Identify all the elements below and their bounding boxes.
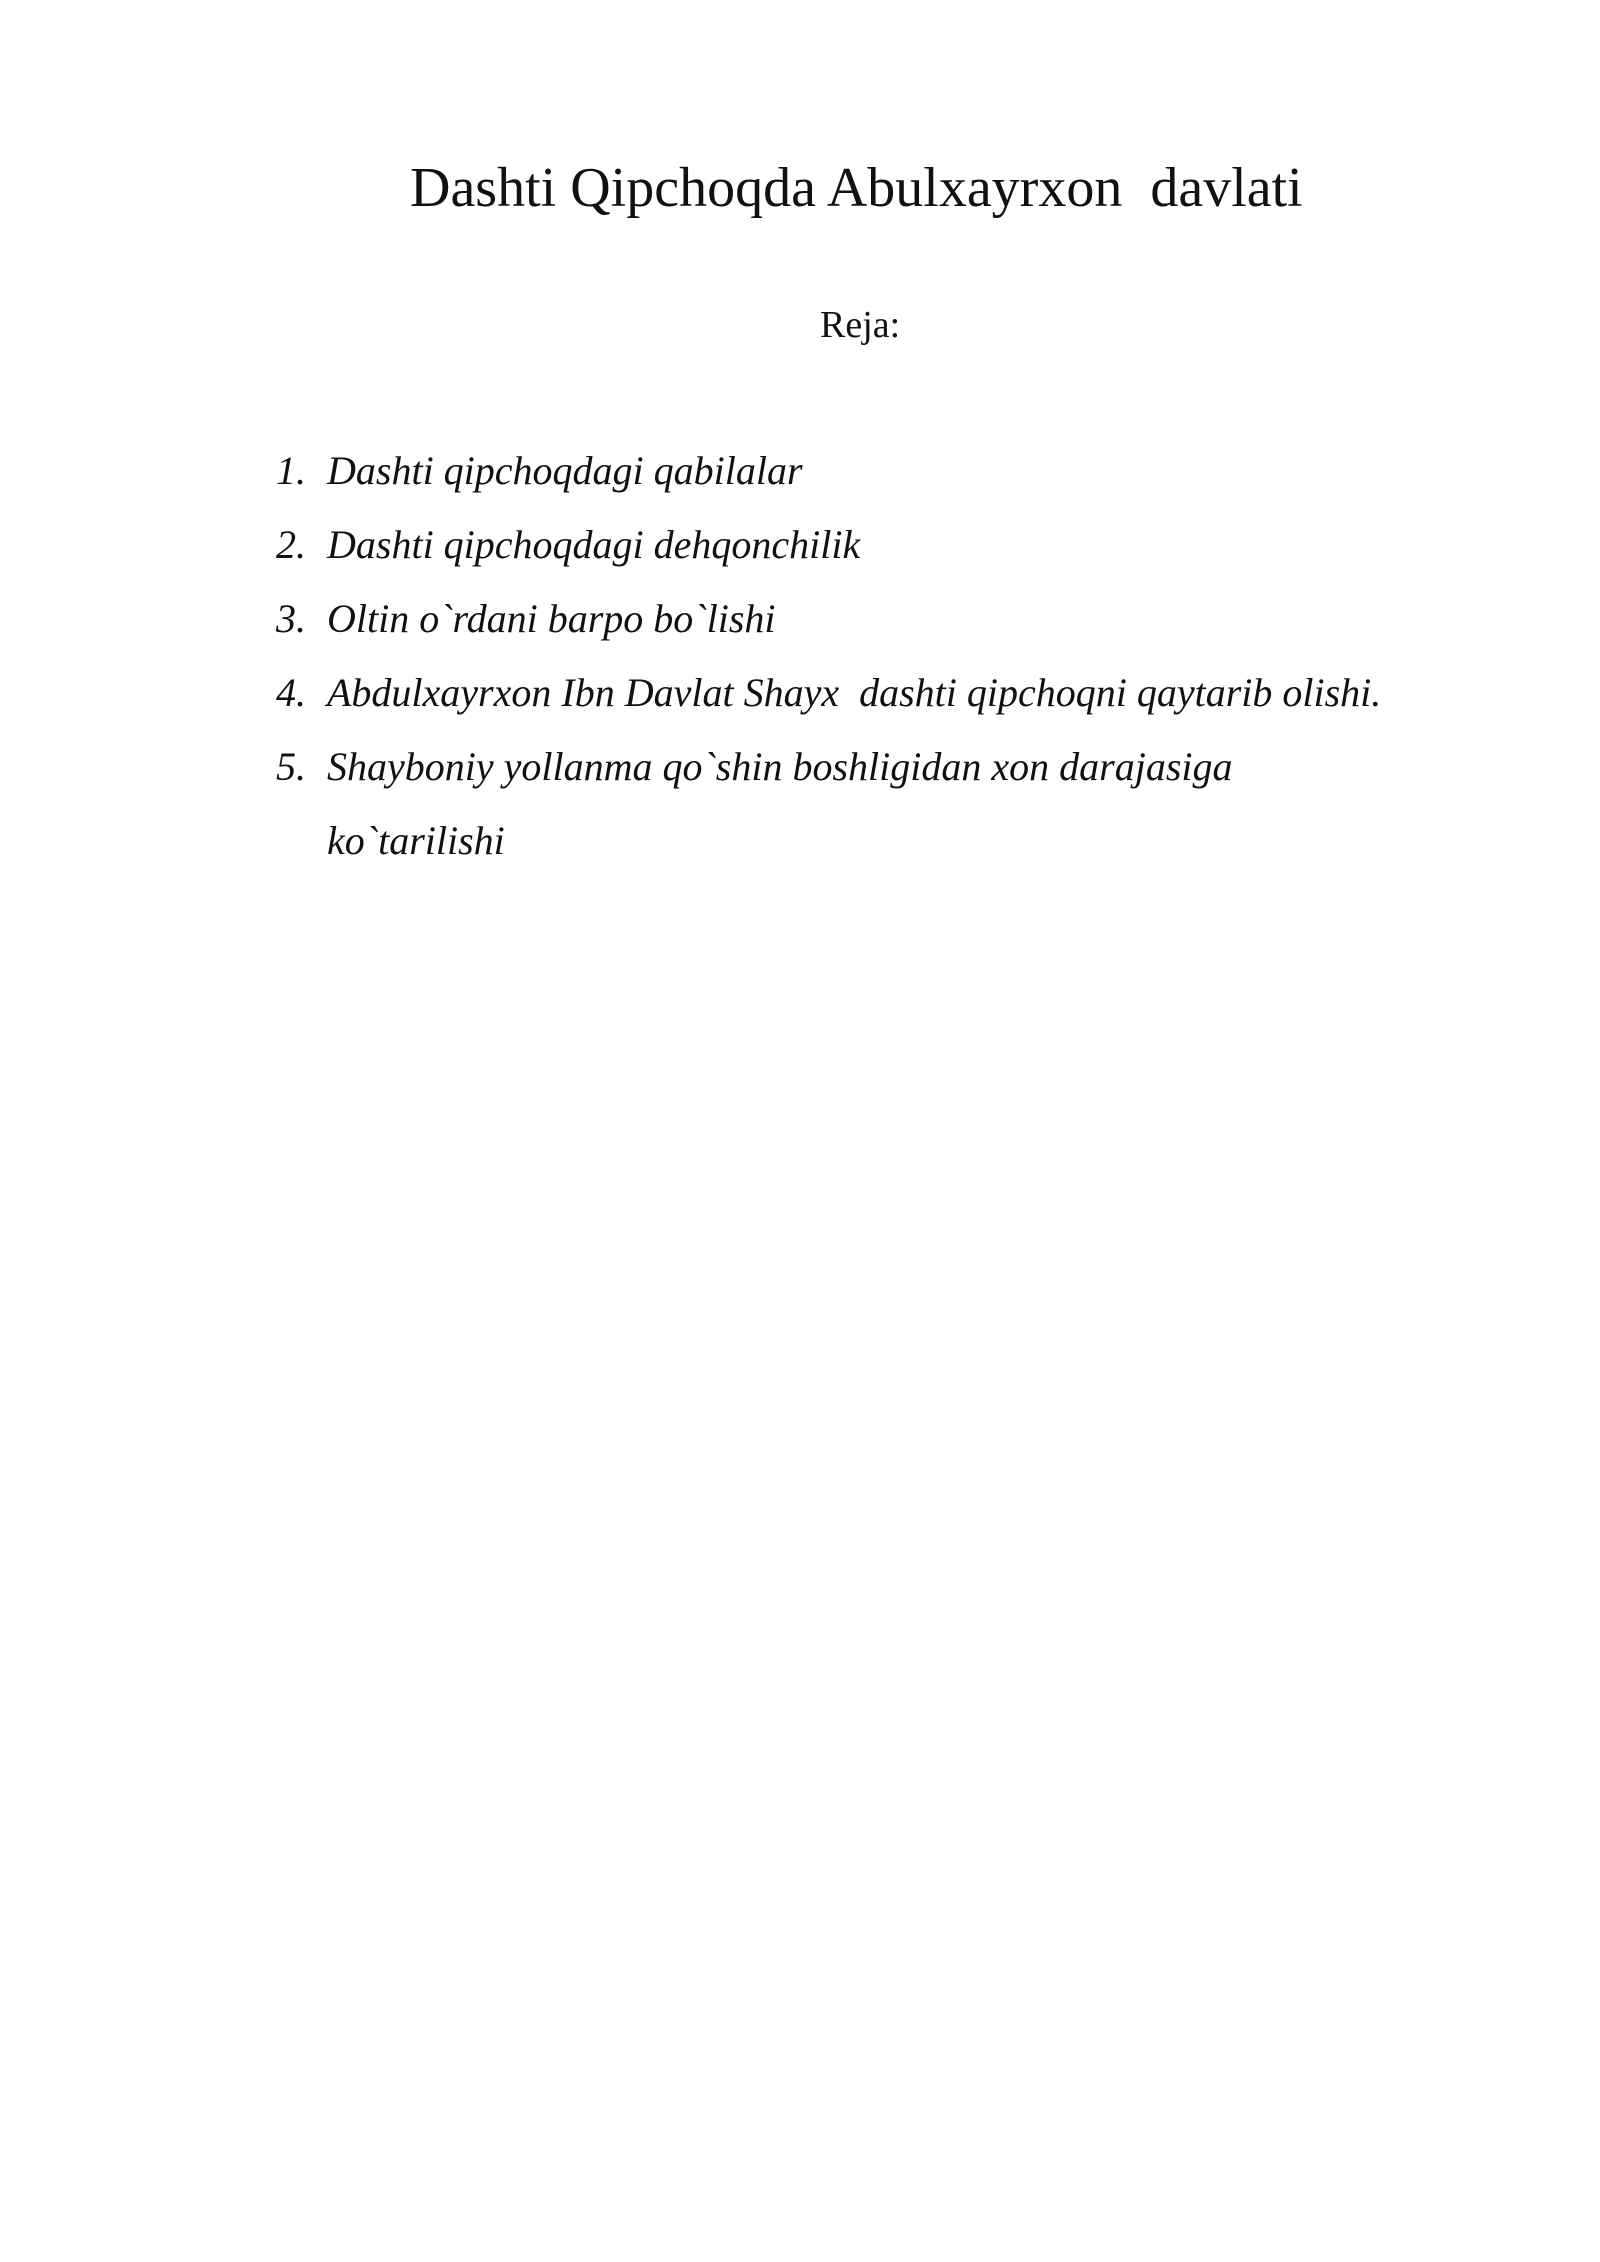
plan-item-1 [276, 434, 1536, 508]
plan-item-text: Shayboniy yollanma qo`shin boshligidan xon darajasiga ko`tarilishi [327, 744, 1233, 863]
plan-item-number: 2. [276, 522, 306, 567]
plan-item-4 [276, 656, 1536, 730]
plan-item-text: Dashti qipchoqdagi dehqonchilik [327, 522, 861, 567]
plan-item-number: 1. [276, 448, 306, 493]
plan-item-3 [276, 582, 1536, 656]
plan-heading: Reja: [820, 304, 901, 346]
document-title: Dashti Qipchoqda Abulxayrxon davlati [410, 157, 1303, 219]
plan-item-5 [276, 730, 1536, 878]
plan-item-text: Oltin o`rdani barpo bo`lishi [327, 596, 776, 641]
plan-item-text: Abdulxayrxon Ibn Davlat Shayx dashti qipchoqni qaytarib olishi. [327, 670, 1382, 715]
plan-item-number: 5. [276, 744, 306, 789]
plan-item-text: Dashti qipchoqdagi qabilalar [327, 448, 803, 493]
plan-item-number: 4. [276, 670, 306, 715]
plan-item-2 [276, 508, 1536, 582]
plan-list [276, 434, 1536, 878]
plan-item-number: 3. [276, 596, 306, 641]
